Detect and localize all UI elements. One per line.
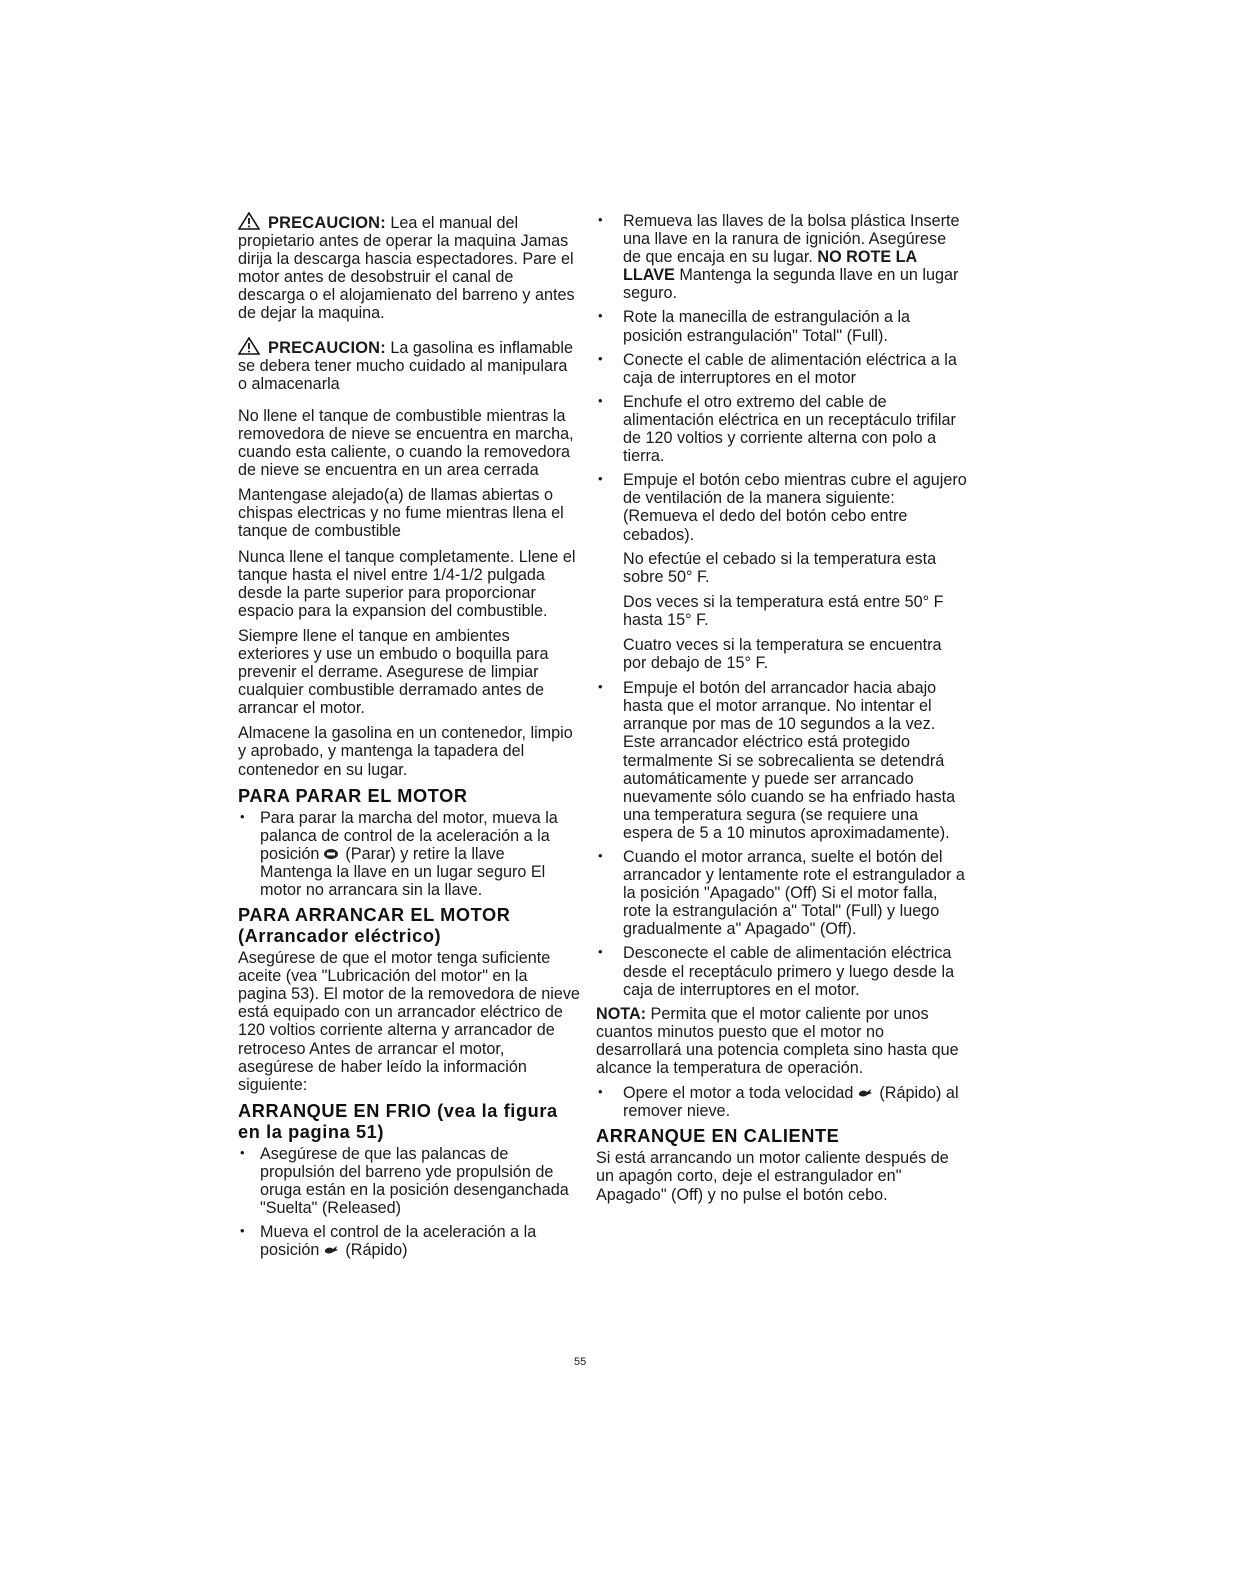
priming-instruction: No efectúe el cebado si la temperatura esta sobre 50° F. <box>623 549 937 586</box>
note-paragraph <box>596 1005 968 1077</box>
cold-start-steps-list <box>596 212 968 544</box>
warning-text: Lea el manual del propietario antes de operar la maquina Jamas dirija la descarga hascia espectadores. Pare el motor antes de desobstruir el canal de descarga o el alojamienato del barreno y antes de dejar la maquina. <box>238 214 575 323</box>
paragraph: Almacene la gasolina en un contenedor, limpio y aprobado, y mantenga la tapadera del contenedor en su lugar. <box>238 724 573 779</box>
warning-text: La gasolina es inflamable se debera tener mucho cuidado al manipulara o almacenarla <box>238 338 574 393</box>
rabbit-fast-icon <box>857 1087 873 1099</box>
page-number: 55 <box>574 1356 587 1368</box>
warning-label: PRECAUCION: <box>268 338 386 357</box>
list-item: • Desconecte el cable de alimentación eléctrica desde el receptáculo primero y luego desde la caja de interruptores en el motor. <box>596 944 968 998</box>
section-heading-cold-start: ARRANQUE EN FRIO (vea la figura en la pagina 51) <box>238 1100 558 1142</box>
rabbit-fast-icon <box>323 1244 339 1256</box>
list-item: • Empuje el botón del arrancador hacia abajo hasta que el motor arranque. No intentar el arranque por mas de 10 segundos a la vez. Este arrancador eléctrico está protegido termalmente Si se sobrecalienta se detendrá automáticamente y puede ser arrancado nuevamente sólo cuando se ha enfriado hasta una temperatura segura (se requiere una espera de 5 a 10 minutos aproximadamente). <box>596 679 968 842</box>
right-column <box>596 212 968 1211</box>
list-item: • Opere el motor a toda velocidad (Rápido) al remover nieve. <box>596 1084 968 1120</box>
cold-start-list <box>238 1145 580 1260</box>
warning-paragraph-gasoline <box>238 337 580 393</box>
list-item: • Mueva el control de la aceleración a la posición (Rápido) <box>238 1223 580 1259</box>
paragraph: Mantengase alejado(a) de llamas abiertas o chispas electricas y no fume mientras llena el tanque de combustible <box>238 486 564 541</box>
priming-instruction: Dos veces si la temperatura está entre 50° F hasta 15° F. <box>623 592 944 629</box>
section-heading-stop-engine: PARA PARAR EL MOTOR <box>238 785 468 806</box>
paragraph: Si está arrancando un motor caliente después de un apagón corto, deje el estrangulador en" Apagado" (Off) y no pulse el botón cebo. <box>596 1149 949 1204</box>
warning-triangle-icon <box>238 337 260 355</box>
list-item: • Rote la manecilla de estrangulación a la posición estrangulación" Total" (Full). <box>596 308 968 344</box>
warning-paragraph-manual <box>238 212 580 323</box>
stop-engine-list <box>238 809 580 899</box>
stop-symbol-icon <box>323 848 339 860</box>
priming-instruction: Cuatro veces si la temperatura se encuentra por debajo de 15° F. <box>623 635 942 673</box>
note-text: Permita que el motor caliente por unos cuantos minutos puesto que el motor no desarrollará una potencia completa sino hasta que alcance la temperatura de operación. <box>596 1004 959 1078</box>
section-heading-start-engine: PARA ARRANCAR EL MOTOR (Arrancador eléctrico) <box>238 905 511 947</box>
paragraph: No llene el tanque de combustible mientras la removedora de nieve se encuentra en marcha, cuando esta caliente, o cuando la removedora de nieve se encuentra en un area cerrada <box>238 406 574 480</box>
left-column <box>238 212 580 1265</box>
paragraph: Siempre llene el tanque en ambientes exteriores y use un embudo o boquilla para prevenir el derrame. Asegurese de limpiar cualquier combustible derramado antes de arrancar el motor. <box>238 626 549 718</box>
warning-label: PRECAUCION: <box>268 214 386 232</box>
paragraph: Asegúrese de que el motor tenga suficiente aceite (vea "Lubricación del motor" en la pagina 53). El motor de la removedora de nieve está equipado con un arrancador eléctrico de 120 voltios corriente alterna y arrancador de retroceso Antes de arrancar el motor, asegúrese de haber leído la información siguiente: <box>238 949 580 1094</box>
list-item: • Asegúrese de que las palancas de propulsión del barreno yde propulsión de oruga están en la posición desenganchada "Suelta" (Released) <box>238 1145 580 1217</box>
section-heading-hot-start: ARRANQUE EN CALIENTE <box>596 1126 840 1147</box>
cold-start-steps-list-continued <box>596 679 968 999</box>
list-item: • Empuje el botón cebo mientras cubre el agujero de ventilación de la manera siguiente: (Remueva el dedo del botón cebo entre cebados). <box>596 471 968 543</box>
warning-triangle-icon <box>238 212 260 230</box>
operate-list <box>596 1084 968 1120</box>
list-item: • Enchufe el otro extremo del cable de alimentación eléctrica en un receptáculo trifilar de 120 voltios y corriente alterna con polo a tierra. <box>596 393 968 465</box>
list-item: • Cuando el motor arranca, suelte el botón del arrancador y lentamente rote el estrangulador a la posición "Apagado" (Off) Si el motor falla, rote la estrangulación a" Total" (Full) y luego gradualmente a" Apagado" (Off). <box>596 848 968 938</box>
note-label: NOTA: <box>596 1004 647 1023</box>
paragraph: Nunca llene el tanque completamente. Llene el tanque hasta el nivel entre 1/4-1/2 pulgada desde la parte superior para proporcionar espacio para la expansion del combustible. <box>238 547 576 620</box>
list-item: • Conecte el cable de alimentación eléctrica a la caja de interruptores en el motor <box>596 351 968 387</box>
list-item: • Remueva las llaves de la bolsa plástica Inserte una llave en la ranura de ignición. Asegúrese de que encaja en su lugar. NO ROTE LA LLAVE Mantenga la segunda llave en un lugar seguro. <box>596 212 968 302</box>
list-item: • Para parar la marcha del motor, mueva la palanca de control de la aceleración a la posición (Parar) y retire la llave Mantenga la llave en un lugar seguro El motor no arrancara sin la llave. <box>238 809 580 899</box>
